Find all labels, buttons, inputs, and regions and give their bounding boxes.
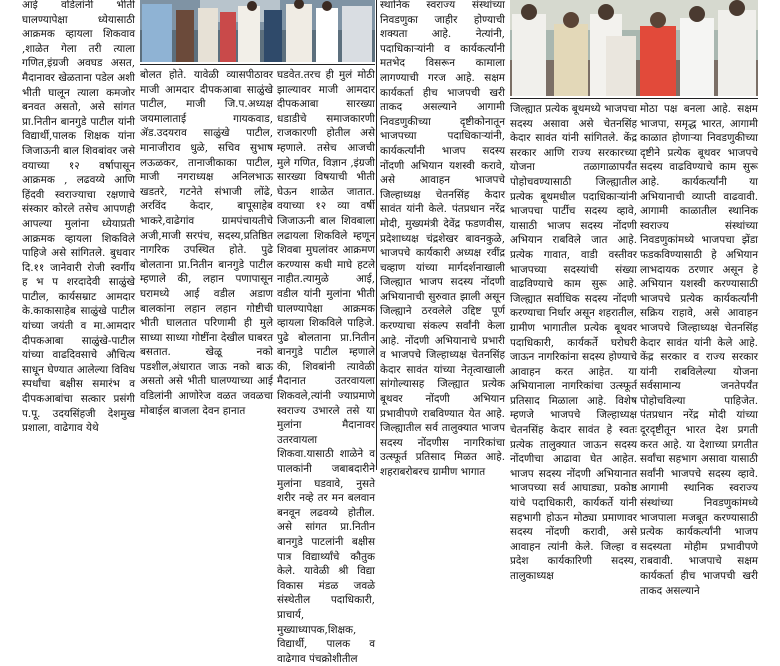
article-text: आई वडिलांनी भीती घालण्यापेक्षा ध्येयासाठी आक्रमक व्हायला शिकवाव ,शाळेत गेला तरी त्याला गणित,इंग्रजी अवघड असत, मैदानावर खेळताना पडेल अशी भीती घालून त्याला कमजोर बनवत असतो, असे सांगत प्रा.नितीन बानगुडे पाटील यांनी विद्यार्थी,पालक शिक्षक यांना जिजाऊनी बाल शिवबांवर जसे वयाच्या १२ वर्षापासून आक्रमक , लढवय्ये आणि हिंदवी स्वराज्याचा रक्षणाचे संस्कार कोरले तसेच आपणही आपल्या मुलांना ध्येयाप्रती आक्रमक व्हायला शिकविले पाहिजे असे सांगितले. बुधवार दि.११ जानेवारी रोजी स्वर्गीय ह भ प शरदादेवी साळुंखे पाटील, कार्यसम्राट आमदार के.काकासाहेब साळुंखे पाटील यांच्या जयंती व मा.आमदार दीपकआबा साळुंखे-पाटील यांच्या वाढदिवसाचे औचित्य साधून घेण्यात आलेल्या विविध स्पर्धांचा बक्षीस समारंभ व दीपकआबांचा सत्कार प्रसंगी प.पू. उदयसिंहजी देशमुख प्रशाला, वाढेगाव येथे [22, 0, 135, 435]
column-divider [376, 0, 377, 470]
left-photo-rule [140, 64, 375, 65]
article-text: घडवेत.तरच ही मुलं मोठी झाल्यावर माजी आमदार दीपकआबा सारख्या धडाडीचे समाजकारणी राजकारणी होतील असे म्हणाले. तसेच आजची मुले गणित, विज्ञान ,इंग्रजी सारख्या विषयाची भीती घेऊन शाळेत जातात. वयाच्या १२ व्या वर्षी जिजाऊनी बाल शिवबाला लढायला शिकविले म्हणून शिवबा मुघलांवर आक्रमण करण्यास कधी माघे हटले नाहीत.त्यामुळे आई, वडील यांनी मुलांना भीती घालण्यापेक्षा आक्रमक व्हायला शिकविले पाहिजे. पुढे बोलताना प्रा.नितीन बानगुडे पाटील म्हणाले की, शिवबांनी त्यावेळी मैदानात उतरवायला शिकवले,त्यांनी ज्याप्रमाणे स्वराज्य उभारले तसे या मुलांना मैदानावर उतरवायला शिकवा.यासाठी शाळेने व पालकांनी जबाबदारीने मुलांना घडवावे, नुसते शरीर नव्हे तर मन बलवान बनवून लढवय्ये होतील. असे सांगत प्रा.नितीन बानगुडे पाटलांनी बक्षीस पात्र विद्यार्थ्यांचे कौतुक केले. यावेळी श्री विद्या विकास मंडळ जवळे संस्थेतील पदाधिकारी, प्राचार्य, मुख्याध्यापक,शिक्षक, विद्यार्थी, पालक व वाढेगाव पंचक्रोशीतील [277, 69, 375, 665]
left-event-photo [140, 0, 375, 62]
article-text: स्थानिक स्वराज्य संस्थांच्या निवडणुका जाहीर होण्याची शक्यता आहे. नेत्यांनी, पदाधिकाऱ्यांनी व कार्यकर्त्यांनी मतभेद विसरून कामाला लागण्याची गरज आहे. सक्षम कार्यकर्ता हीच भाजपची खरी ताकद असल्याने आगामी निवडणुकीच्या दृष्टीकोनातून भाजपच्या पदाधिकाऱ्यांनी, कार्यकर्त्यांनी भाजप सदस्य नोंदणी अभियान यशस्वी करावे, असे आवाहन भाजपचे जिल्हाध्यक्ष चेतनसिंह केदार सावंत यांनी केले. पंतप्रधान नरेंद्र मोदी, मुख्यमंत्री देवेंद्र फडणवीस, प्रदेशाध्यक्ष चंद्रशेखर बावनकुळे, भाजपचे कार्यकारी अध्यक्ष रवींद्र चव्हाण यांच्या मार्गदर्शनाखाली जिल्ह्यात भाजप सदस्य नोंदणी अभियानाची सुरुवात झाली असून जिल्ह्याने ठरवलेले उद्दिष्ट पूर्ण करण्याचा संकल्प सर्वांनी केला आहे. नोंदणी अभियानाचे प्रभारी व भाजपचे जिल्हाध्यक्ष चेतनसिंह केदार सावंत यांच्या नेतृत्वाखाली सांगोल्यासह जिल्ह्यात प्रत्येक बूथवर नोंदणी अभियान प्रभावीपणे राबविण्यात येत आहे. जिल्ह्यातील सर्व तालुक्यात भाजप सदस्य नोंदणीस नागरिकांचा उत्स्फूर्त प्रतिसाद मिळत आहे. शहराबरोबरच ग्रामीण भागात [380, 0, 505, 478]
article-right-column-1 [380, 0, 505, 478]
article-left-column-3 [277, 68, 375, 665]
right-photo-rule [510, 98, 758, 99]
article-left-column-1 [22, 0, 135, 470]
article-right-column-3 [640, 102, 758, 597]
article-left-column-2 [140, 68, 273, 470]
article-text: जिल्ह्यात प्रत्येक बूथमध्ये भाजपचा सदस्य असावा असे चेतनसिंह केदार सावंत यांनी सांगितले. केंद्र सरकार आणि राज्य सरकारच्या योजना तळागाळापर्यंत पोहोचवण्यासाठी जिल्ह्यातील प्रत्येक बूथमधील पदाधिकाऱ्यांनी भाजपचा पार्टीच सदस्य व्हावे, यासाठी भाजप सदस्य नोंदणी अभियान राबविले जात आहे. प्रत्येक गावात, वाडी वस्तीवर भाजपच्या सदस्यांची संख्या वाढविण्याचे काम सुरू आहे. जिल्ह्यात सर्वाधिक सदस्य नोंदणी करण्याचा निर्धार असून शहरातील, ग्रामीण भागातील प्रत्येक बूथवर पदाधिकारी, कार्यकर्ते घरोघरी जाऊन नागरिकांना सदस्य होण्याचे आवाहन करत आहेत. या अभियानाला नागरिकांचा उत्स्फूर्त प्रतिसाद मिळाला आहे. विशेष म्हणजे भाजपचे जिल्हाध्यक्ष चेतनसिंह केदार सावंत हे स्वतः प्रत्येक तालुक्यात जाऊन सदस्य नोंदणीचा आढावा घेत आहेत. भाजप सदस्य नोंदणी अभियानात भाजपच्या सर्व आघाड्या, प्रकोष्ठ यांचे पदाधिकारी, कार्यकर्ते यांनी सहभागी होऊन मोठ्या प्रमाणावर सदस्य नोंदणी करावी, असे आवाहन त्यांनी केले. जिल्हा व प्रदेश कार्यकारिणी सदस्य, तालुकाध्यक्ष [510, 103, 637, 582]
right-event-photo [510, 0, 758, 96]
article-text: मोठा पक्ष बनला आहे. सक्षम भाजपा, समृद्ध भारत, आगामी काळात होणाऱ्या निवडणुकीच्या दृष्टीने प्रत्येक बूथवर भाजपचे सदस्य वाढविण्याचे काम सुरू आहे. कार्यकर्त्यांनी या अभियानाची व्याप्ती वाढवावी. आगामी काळातील स्थानिक स्वराज्य संस्थांच्या निवडणुकांमध्ये भाजपचा झेंडा फडकविण्यासाठी हे अभियान लाभदायक ठरणार असून हे अभियान यशस्वी करण्यासाठी भाजपचे प्रत्येक कार्यकर्त्यांनी सक्रिय राहावे, असे आवाहन भाजपचे जिल्हाध्यक्ष चेतनसिंह केदार सावंत यांनी केले आहे. केंद्र सरकार व राज्य सरकार यांनी राबविलेल्या योजना सर्वसामान्य जनतेपर्यंत पोहोचविल्या पाहिजेत. पंतप्रधान नरेंद्र मोदी यांच्या दूरदृष्टीतून भारत देश प्रगती करत आहे. या देशाच्या प्रगतीत सर्वांचा सहभाग असावा यासाठी सर्वांनी भाजपचे सदस्य व्हावे. आगामी स्थानिक स्वराज्य संस्थांच्या निवडणुकांमध्ये भाजपाला मजबूत करण्यासाठी प्रत्येक कार्यकर्त्यांनी भाजप सदस्यता मोहीम प्रभावीपणे राबवावी. भाजपाचे सक्षम कार्यकर्ता हीच भाजपची खरी ताकद असल्याने [640, 103, 758, 597]
article-text: बोलत होते. यावेळी व्यासपीठावर माजी आमदार दीपकआबा साळुंखे पाटील, माजी जि.प.अध्यक्ष जयमालाताई गायकवाड, ॲड.उदयराव साळुंखे पाटील, मानाजीराव धुळे, सचिव सुभाष लऊळकर, तानाजीकाका पाटील, माजी नगराध्यक्ष अनिलभाऊ खडतरे, गटनेते संभाजी लोंढे, अरविंद केदार, बापूसाहेब भाकरे,वाढेगांव ग्रामपंचायतीचे अजी,माजी सरपंच, सदस्य,प्रतिष्ठित नागरिक उपस्थित होते. पुढे बोलताना प्रा.नितीन बानगुडे पाटील म्हणाले की, लहान पणापासून घरामध्ये आई वडील अडाण बालकांना लहान लहान गोष्टीची भीती घालतात परिणामी ही मुले साध्या साध्या गोष्टींना देखील घाबरत बसतात. खेळू नको पडशील,अंधारात जाऊ नको बाऊ असतो असे भीती घालण्याच्या आई वडिलांनी आणोरेज वळत जवळचा मोबाईल बाजला देवन हानात [140, 69, 273, 417]
article-right-column-2 [510, 102, 637, 582]
